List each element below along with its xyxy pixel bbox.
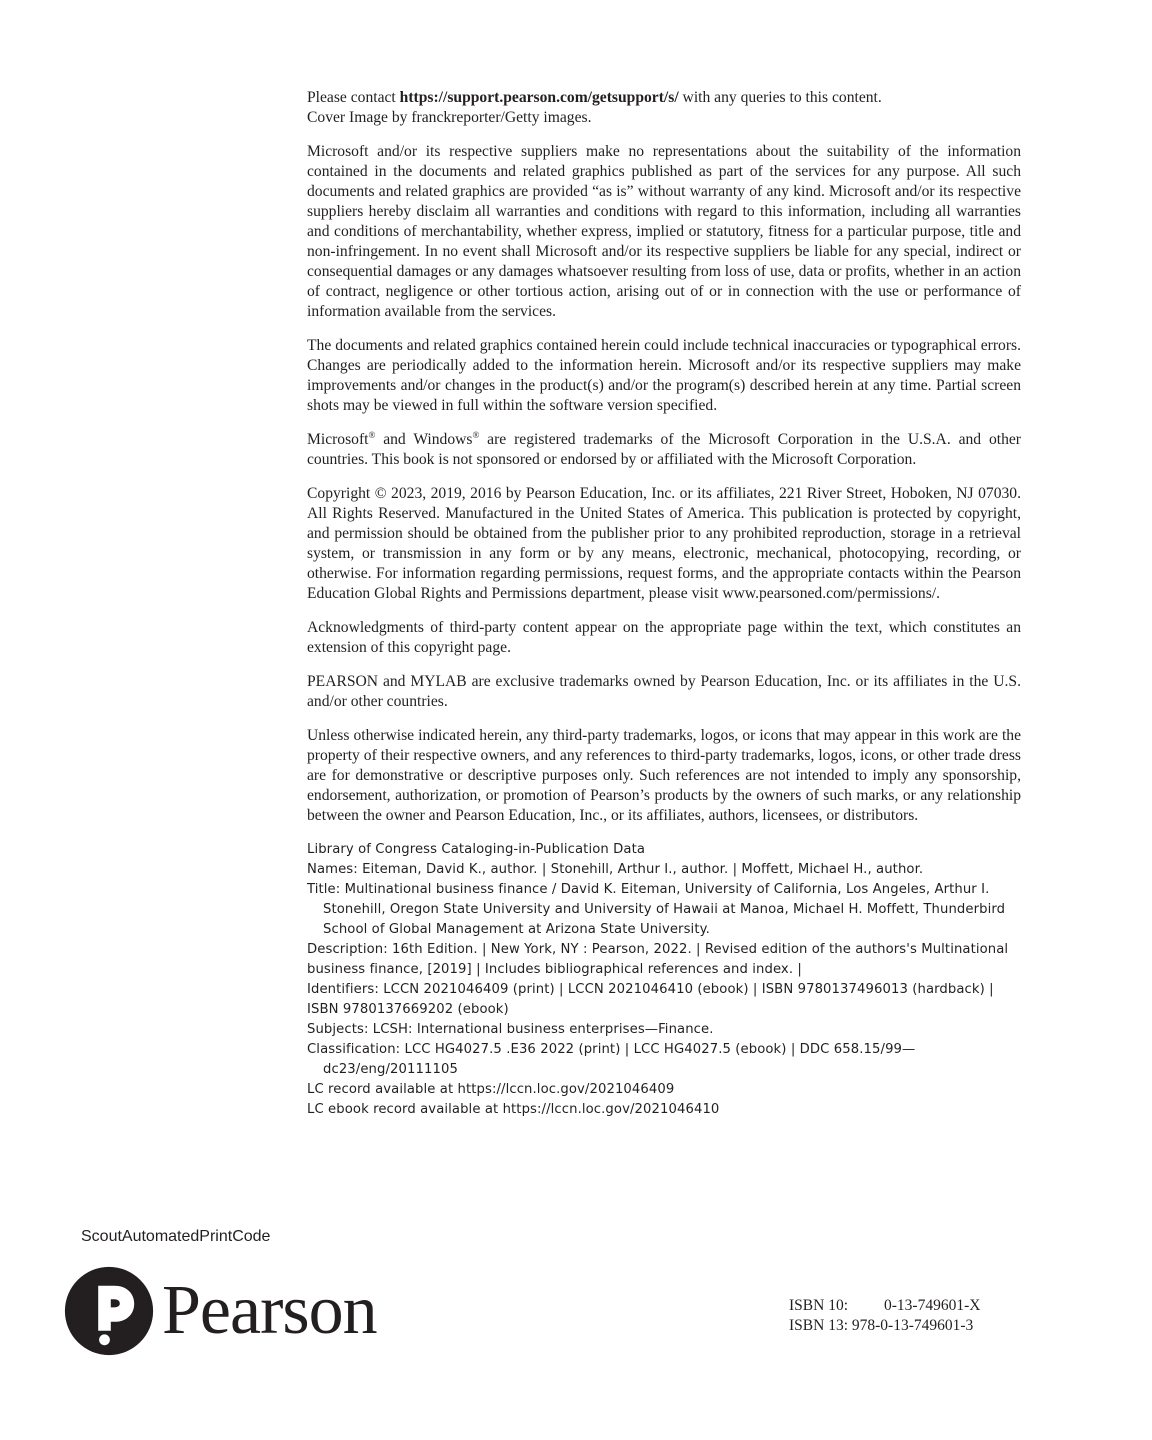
cip-classification: Classification: LCC HG4027.5 .E36 2022 (print) | LCC HG4027.5 (ebook) | DDC 658.15/99—dc23/eng/20111105 (307, 1042, 916, 1077)
microsoft-disclaimer: Microsoft and/or its respective suppliers make no representations about the suitability of the information contained in the documents and related graphics published as part of the services for any purpose. All such documents and related graphics are provided “as is” without warranty of any kind. Microsoft and/or its respective suppliers hereby disclaim all warranties and conditions with regard to this information, including all warranties and conditions of merchantability, whether express, implied or statutory, fitness for a particular purpose, title and non-infringement. In no event shall Microsoft and/or its respective suppliers be liable for any special, indirect or consequential damages or any damages whatsoever resulting from loss of use, data or profits, whether in an action of contract, negligence or other tortious action, arising out of or in connection with the use or performance of information available from the services. (307, 143, 1021, 320)
cip-data-block (307, 840, 1021, 1120)
cip-lc-record: LC record available at https://lccn.loc.gov/2021046409 (307, 1082, 675, 1097)
isbn-10-row (789, 1296, 980, 1316)
acknowledgments-notice: Acknowledgments of third-party content appear on the appropriate page within the text, which constitutes an extension of this copyright page. (307, 619, 1021, 656)
isbn-block (789, 1296, 980, 1336)
pearson-wordmark: Pearson (162, 1272, 377, 1349)
copyright-page-text (307, 88, 1021, 1120)
cip-lc-ebook-record: LC ebook record available at https://lccn.loc.gov/2021046410 (307, 1102, 720, 1117)
isbn-13-row (789, 1316, 980, 1336)
third-party-notice: Unless otherwise indicated herein, any third-party trademarks, logos, or icons that may appear in this work are the property of their respective owners, and any references to third-party trademarks, logos, icons, or other trade dress are for demonstrative or descriptive purposes only. Such references are not intended to imply any sponsorship, endorsement, authorization, or promotion of Pearson’s products by the owners of such marks, or any relationship between the owner and Pearson Education, Inc., or its affiliates, authors, licensees, or distributors. (307, 727, 1021, 824)
cip-subjects: Subjects: LCSH: International business enterprises—Finance. (307, 1022, 714, 1037)
cip-title: Title: Multinational business finance / David K. Eiteman, University of California, Los Angeles, Arthur I. Stonehill, Oregon State University and University of Hawaii at Manoa, Michael H. Moffett, Thunderbird School of Global Management at Arizona State University. (307, 882, 1006, 937)
pearson-logo (64, 1263, 377, 1359)
cip-heading: Library of Congress Cataloging-in-Publication Data (307, 842, 646, 857)
contact-line: Please contact https://support.pearson.com/getsupport/s/ with any queries to this content. (307, 89, 882, 106)
cip-names: Names: Eiteman, David K., author. | Stonehill, Arthur I., author. | Moffett, Michael H., author. (307, 862, 924, 877)
isbn-13-value: 978-0-13-749601-3 (851, 1317, 974, 1334)
trademark-notice: Microsoft® and Windows® are registered trademarks of the Microsoft Corporation in the U.S.A. and other countries. This book is not sponsored or endorsed by or affiliated with the Microsoft Corporation. (307, 429, 1021, 468)
isbn-10-value: 0-13-749601-X (884, 1297, 981, 1314)
contact-block (307, 88, 1021, 128)
cover-credit: Cover Image by franckreporter/Getty images. (307, 109, 592, 126)
isbn-13-label: ISBN 13: (789, 1317, 848, 1334)
pearson-trademarks-notice: PEARSON and MYLAB are exclusive trademarks owned by Pearson Education, Inc. or its affiliates in the U.S. and/or other countries. (307, 673, 1021, 710)
support-link[interactable]: https://support.pearson.com/getsupport/s/ (399, 89, 679, 106)
cip-description: Description: 16th Edition. | New York, NY : Pearson, 2022. | Revised edition of the authors's Multinational business finance, [2019] | Includes bibliographical references and index. | (307, 942, 1009, 977)
documents-disclaimer: The documents and related graphics contained herein could include technical inaccuracies or typographical errors. Changes are periodically added to the information herein. Microsoft and/or its respective suppliers may make improvements and/or changes in the product(s) and/or the program(s) described herein at any time. Partial screen shots may be viewed in full within the software version specified. (307, 337, 1021, 414)
isbn-10-label: ISBN 10: (789, 1297, 848, 1314)
print-code: ScoutAutomatedPrintCode (81, 1228, 271, 1245)
cip-identifiers: Identifiers: LCCN 2021046409 (print) | LCCN 2021046410 (ebook) | ISBN 9780137496013 (hardback) | ISBN 9780137669202 (ebook) (307, 982, 994, 1017)
pearson-p-icon (64, 1266, 154, 1356)
copyright-notice: Copyright © 2023, 2019, 2016 by Pearson Education, Inc. or its affiliates, 221 River Street, Hoboken, NJ 07030. All Rights Reserved. Manufactured in the United States of America. This publication is protected by copyright, and permission should be obtained from the publisher prior to any prohibited reproduction, storage in a retrieval system, or transmission in any form or by any means, electronic, mechanical, photocopying, recording, or otherwise. For information regarding permissions, request forms, and the appropriate contacts within the Pearson Education Global Rights and Permissions department, please visit www.pearsoned.com/permissions/. (307, 485, 1021, 602)
